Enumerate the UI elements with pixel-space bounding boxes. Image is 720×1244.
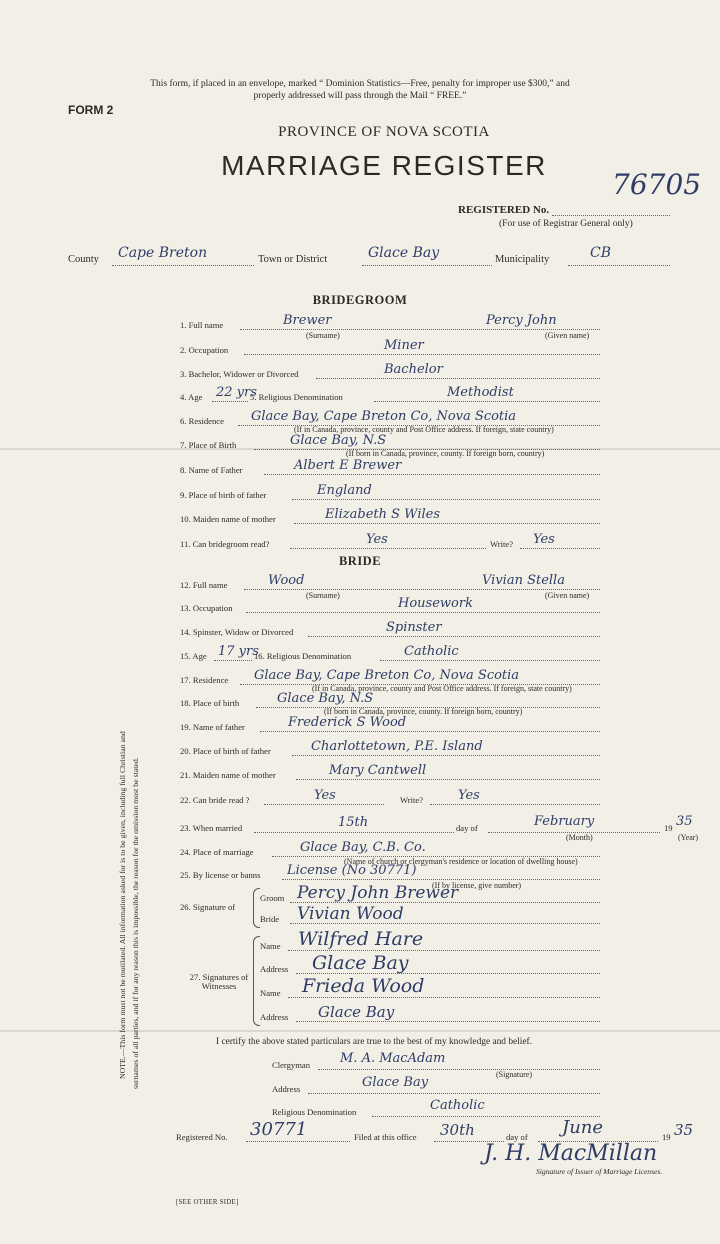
witness-2-name: Frieda Wood [302,975,425,997]
bride-mother-label: 21. Maiden name of mother [180,770,276,780]
groom-given-name: Percy John [486,313,557,328]
groom-father: Albert E Brewer [294,458,402,473]
bride-status: Spinster [386,620,442,635]
groom-birthplace: Glace Bay, N.S [290,433,387,448]
bride-given-name: Vivian Stella [482,573,565,588]
bride-religion-label: 16. Religious Denomination [254,651,352,661]
bridegroom-heading: BRIDEGROOM [312,293,408,307]
filed-year-prefix: 19 [662,1132,671,1142]
religious-denomination-label: Religious Denomination [272,1107,357,1117]
witness-2-address-label: Address [260,1012,289,1022]
bride-father-birth-label: 20. Place of birth of father [180,746,271,756]
document-title: MARRIAGE REGISTER [221,150,547,181]
clergyman-address: Glace Bay [362,1075,429,1090]
bride-mother: Mary Cantwell [329,763,427,778]
witnesses-label-line-2: Witnesses [201,981,237,991]
issuer-caption: Signature of Issuer of Marriage Licenses. [536,1167,663,1176]
bride-residence-label: 17. Residence [180,675,229,685]
bride-heading: BRIDE [338,554,382,568]
address-label: Address [272,1084,301,1094]
bride-birthplace: Glace Bay, N.S [277,691,374,706]
province-heading: PROVINCE OF NOVA SCOTIA [278,124,490,140]
groom-given-caption: (Given name) [545,331,590,340]
bride-age-label: 15. Age [180,651,207,661]
bride-birthplace-caption: (If born in Canada, province, county. If foreign born, country) [324,707,523,716]
filed-label: Filed at this office [354,1132,417,1142]
groom-mother-label: 10. Maiden name of mother [180,514,276,524]
groom-occupation-label: 2. Occupation [180,345,229,355]
bride-surname-caption: (Surname) [306,591,340,600]
mail-notice-line-2: properly addressed will pass through the Mail “ FREE.” [253,91,467,101]
groom-birthplace-caption: (If born in Canada, province, county. If foreign born, country) [346,449,545,458]
groom-signature-label: Groom [260,893,285,903]
town-label: Town or District [258,254,328,265]
place-of-marriage: Glace Bay, C.B. Co. [300,840,426,855]
groom-age: 22 yrs [216,385,257,400]
bride-religion: Catholic [404,644,459,659]
municipality-label: Municipality [495,254,550,265]
groom-residence-label: 6. Residence [180,416,224,426]
registered-number-handwritten: 76705 [612,168,702,201]
filed-month: June [562,1117,604,1138]
year-caption: (Year) [678,833,699,842]
bride-age: 17 yrs [218,644,259,659]
signature-caption: (Signature) [496,1070,532,1079]
place-caption: (Name of church or clergyman's residence or location of dwelling house) [344,857,578,866]
groom-religion-label: 5. Religious Denomination [250,392,343,402]
bride-surname: Wood [268,573,305,588]
groom-occupation: Miner [384,338,424,353]
bride-birthplace-label: 18. Place of birth [180,698,240,708]
bride-read: Yes [314,788,336,803]
clergyman-signature: M. A. MacAdam [340,1051,446,1066]
bride-father-label: 19. Name of father [180,722,245,732]
municipality-value: CB [590,245,611,261]
filed-year: 35 [674,1121,694,1139]
day-of-label: day of [456,823,478,833]
signature-bracket [253,888,260,928]
bride-given-caption: (Given name) [545,591,590,600]
witness-1-address: Glace Bay [312,952,409,974]
witness-1-address-label: Address [260,964,289,974]
license-number: License (No 30771) [287,863,417,878]
license-caption: (If by license, give number) [432,881,522,890]
groom-write: Yes [533,532,555,547]
witness-2-address: Glace Bay [318,1003,395,1021]
clergyman-religion: Catholic [430,1098,485,1113]
see-other-side-note: [SEE OTHER SIDE] [176,1199,239,1206]
bride-write-label: Write? [400,795,424,805]
witnesses-label-line-1: 27. Signatures of [189,972,249,982]
county-value: Cape Breton [118,245,208,261]
bride-residence-caption: (If in Canada, province, county and Post Office address. If foreign, state country) [312,684,572,693]
registered-no-label: Registered No. [176,1132,228,1142]
groom-status: Bachelor [384,362,443,377]
bride-occupation: Housework [398,596,473,611]
year-prefix: 19 [664,823,673,833]
groom-religion: Methodist [447,385,514,400]
marriage-year: 35 [676,814,693,829]
witness-1-name-label: Name [260,941,281,951]
bride-signature: Vivian Wood [297,904,404,924]
groom-surname-caption: (Surname) [306,331,340,340]
bride-father: Frederick S Wood [288,715,407,730]
groom-residence: Glace Bay, Cape Breton Co, Nova Scotia [251,409,517,424]
bride-signature-label: Bride [260,914,280,924]
certification-statement: I certify the above stated particulars are true to the best of my knowledge and belief. [216,1037,533,1047]
issuer-signature: J. H. MacMillan [484,1141,658,1166]
groom-read-label: 11. Can bridegroom read? [180,539,270,549]
bride-father-birth: Charlottetown, P.E. Island [311,739,483,754]
town-value: Glace Bay [368,245,440,261]
groom-father-birth-label: 9. Place of birth of father [180,490,267,500]
license-label: 25. By license or banns [180,870,261,880]
bride-occupation-label: 13. Occupation [180,603,233,613]
marriage-day: 15th [338,815,369,830]
side-note-line-1: NOTE.—This form must not be mutilated. All information asked for is to be given, including full Christian and [118,731,127,1079]
mail-notice-line-1: This form, if placed in an envelope, marked “ Dominion Statistics—Free, penalty for improper use $300,” and [150,79,570,89]
witness-2-name-label: Name [260,988,281,998]
registered-label: REGISTERED No. [458,204,550,216]
bride-full-name-label: 12. Full name [180,580,228,590]
registrar-note: (For use of Registrar General only) [499,219,633,229]
filed-day: 30th [440,1121,475,1139]
marriage-month: February [534,814,595,829]
signature-of-label: 26. Signature of [180,902,236,912]
groom-read: Yes [366,532,388,547]
county-label: County [68,254,99,265]
month-caption: (Month) [566,833,593,842]
groom-signature: Percy John Brewer [297,883,459,903]
side-note-line-2: surnames of all parties, and if for any reason this is impossible, the reason for the omission must be stated. [131,757,140,1089]
clergyman-label: Clergyman [272,1060,311,1070]
witness-bracket [253,936,260,1026]
bride-status-label: 14. Spinster, Widow or Divorced [180,627,294,637]
groom-status-label: 3. Bachelor, Widower or Divorced [180,369,299,379]
groom-mother: Elizabeth S Wiles [325,507,441,522]
registration-number: 30771 [250,1119,308,1140]
paper-fold-line [0,1030,720,1032]
groom-father-label: 8. Name of Father [180,465,243,475]
groom-write-label: Write? [490,539,514,549]
groom-age-label: 4. Age [180,392,203,402]
groom-father-birth: England [317,483,372,498]
groom-residence-caption: (If in Canada, province, county and Post Office address. If foreign, state country) [294,425,554,434]
bride-read-label: 22. Can bride read ? [180,795,250,805]
filed-day-of-label: day of [506,1132,528,1142]
bride-residence: Glace Bay, Cape Breton Co, Nova Scotia [254,668,520,683]
bride-write: Yes [458,788,480,803]
groom-birthplace-label: 7. Place of Birth [180,440,237,450]
groom-full-name-label: 1. Full name [180,320,224,330]
form-label: FORM 2 [68,103,114,117]
witness-1-name: Wilfred Hare [298,928,424,950]
place-of-marriage-label: 24. Place of marriage [180,847,254,857]
groom-surname: Brewer [283,313,332,328]
when-married-label: 23. When married [180,823,243,833]
